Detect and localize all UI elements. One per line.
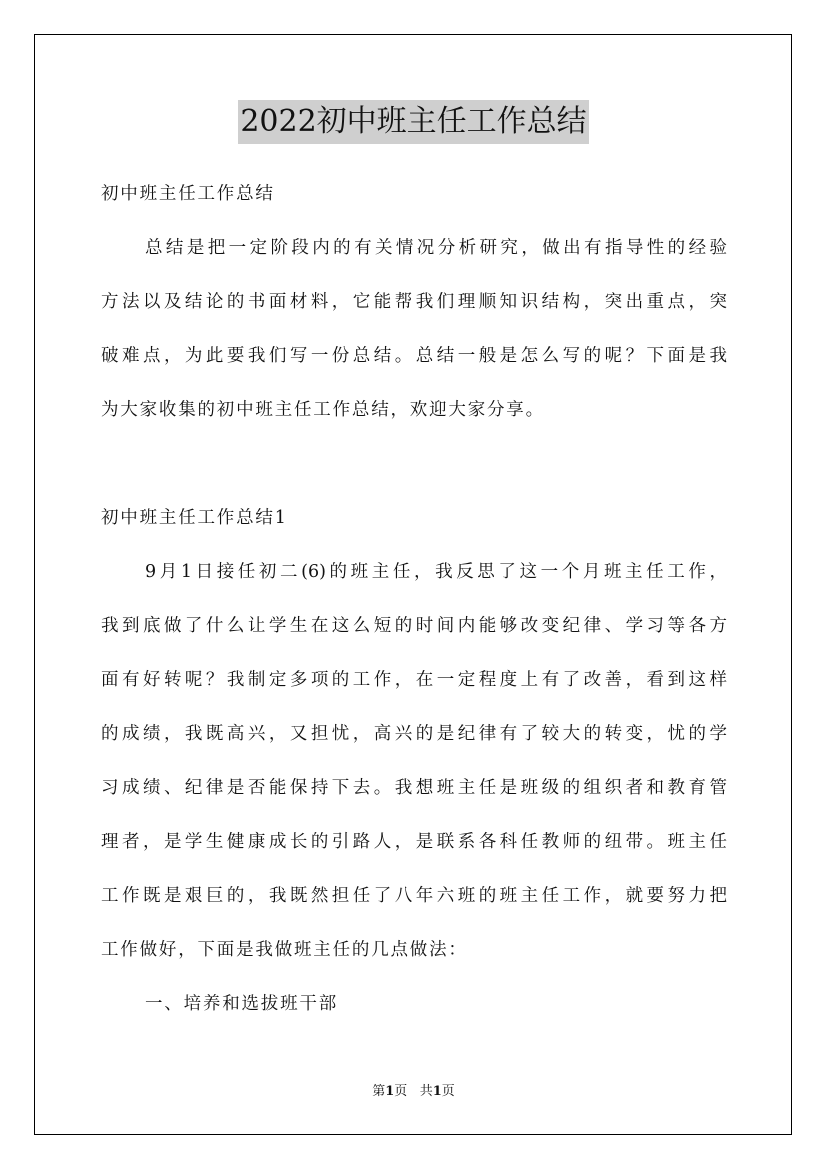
body-line: 工作既是艰巨的，我既然担任了八年六班的班主任工作，就要努力把 xyxy=(101,886,727,906)
intro-line: 破难点，为此要我们写一份总结。总结一般是怎么写的呢？下面是我 xyxy=(101,346,727,366)
total-pages: 1 xyxy=(432,1084,442,1099)
intro-line: 为大家收集的初中班主任工作总结，欢迎大家分享。 xyxy=(101,400,545,420)
page-footer xyxy=(0,1084,827,1100)
paragraph-gap xyxy=(101,437,727,491)
body-line: 9月1日接任初二(6)的班主任，我反思了这一个月班主任工作， xyxy=(145,562,727,582)
document-subtitle: 初中班主任工作总结 xyxy=(101,184,275,204)
body-line: 面有好转呢？我制定多项的工作，在一定程度上有了改善，看到这样 xyxy=(101,670,727,690)
document-body xyxy=(101,167,727,1031)
page-number: 1 xyxy=(385,1084,395,1099)
total-suffix: 页 xyxy=(441,1084,455,1099)
body-line: 习成绩、纪律是否能保持下去。我想班主任是班级的组织者和教育管 xyxy=(101,778,727,798)
body-line: 我到底做了什么让学生在这么短的时间内能够改变纪律、学习等各方 xyxy=(101,616,727,636)
intro-line: 方法以及结论的书面材料，它能帮我们理顺知识结构，突出重点，突 xyxy=(101,292,727,312)
body-line: 理者，是学生健康成长的引路人，是联系各科任教师的纽带。班主任 xyxy=(101,832,727,852)
section-heading: 初中班主任工作总结1 xyxy=(101,508,288,528)
document-title: 2022初中班主任工作总结 xyxy=(238,100,588,144)
intro-line: 总结是把一定阶段内的有关情况分析研究，做出有指导性的经验 xyxy=(145,238,727,258)
page-suffix: 页 xyxy=(394,1084,408,1099)
body-line: 的成绩，我既高兴，又担忧，高兴的是纪律有了较大的转变，忧的学 xyxy=(101,724,727,744)
total-prefix: 共 xyxy=(419,1084,433,1099)
page-prefix: 第 xyxy=(372,1084,386,1099)
subheading: 一、培养和选拔班干部 xyxy=(145,994,338,1014)
body-line: 工作做好，下面是我做班主任的几点做法： xyxy=(101,940,468,960)
document-title-container xyxy=(0,100,827,144)
